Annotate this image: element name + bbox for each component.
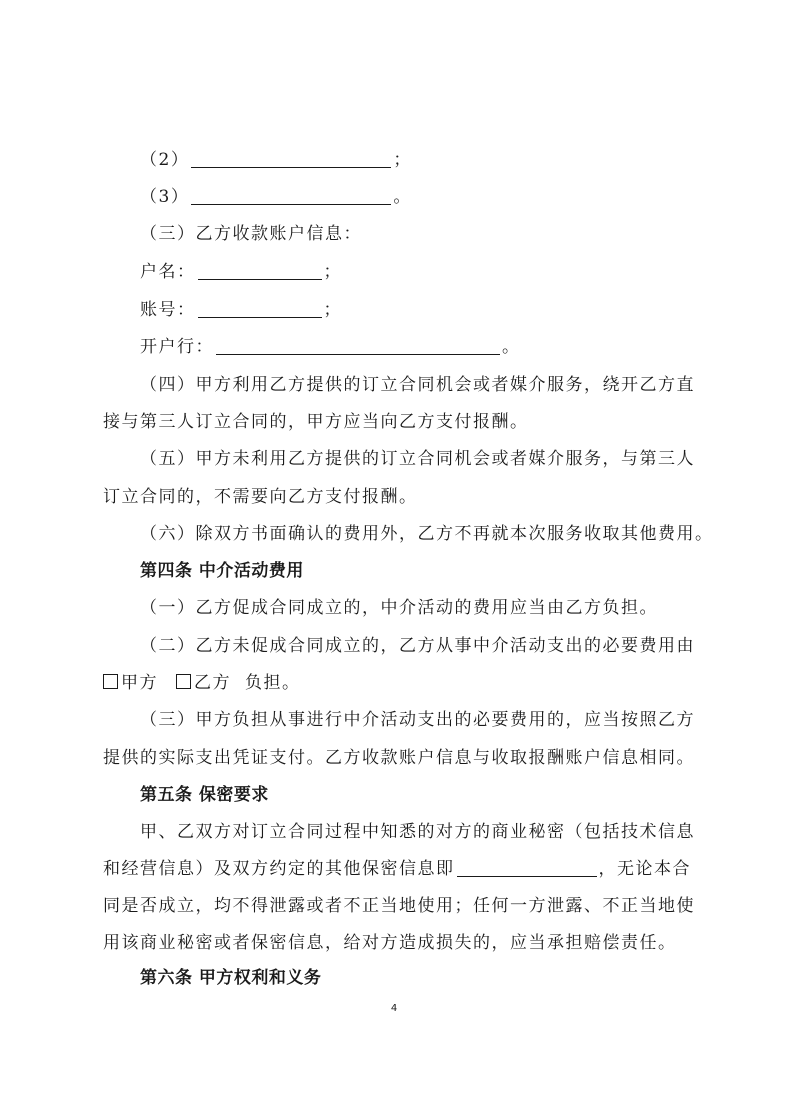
- account-name-line: 户名： ；: [140, 262, 342, 282]
- bank-blank[interactable]: [216, 336, 500, 355]
- a4-item-1: （一）乙方促成合同成立的，中介活动的费用应当由乙方负担。: [140, 598, 658, 618]
- a4-item-2-line-1: （二）乙方未促成合同成立的，乙方从事中介活动支出的必要费用由: [140, 636, 695, 656]
- bank-line: 开户行： 。: [140, 337, 521, 357]
- a4-item-2-line-2: 甲方 乙方 负担。: [103, 671, 703, 695]
- para-5-line-2: 订立合同的，不需要向乙方支付报酬。: [103, 487, 418, 507]
- item-2-line: （2） ；: [140, 150, 412, 170]
- item-2-blank[interactable]: [191, 149, 391, 168]
- para-4-line-2: 接与第三人订立合同的，甲方应当向乙方支付报酬。: [103, 412, 529, 432]
- confidential-info-blank[interactable]: [457, 858, 597, 877]
- a4-item-3-line-2: 提供的实际支出凭证支付。乙方收款账户信息与收取报酬账户信息相同。: [103, 748, 695, 768]
- item-2-label: （2）: [140, 150, 190, 170]
- para-6: （六）除双方书面确认的费用外，乙方不再就本次服务收取其他费用。: [140, 524, 714, 544]
- page-number: 4: [390, 1003, 398, 1014]
- article-4-heading: 第四条 中介活动费用: [140, 561, 304, 581]
- a5-line-4: 用该商业秘密或者保密信息，给对方造成损失的，应当承担赔偿责任。: [103, 933, 677, 953]
- a5-line-3: 同是否成立，均不得泄露或者不正当地使用；任何一方泄露、不正当地使: [103, 896, 695, 916]
- account-name-blank[interactable]: [198, 261, 322, 280]
- para-4-line-1: （四）甲方利用乙方提供的订立合同机会或者媒介服务，绕开乙方直: [140, 375, 695, 395]
- a5-line-1: 甲、乙双方对订立合同过程中知悉的对方的商业秘密（包括技术信息: [140, 822, 695, 842]
- article-6-heading: 第六条 甲方权利和义务: [140, 968, 322, 988]
- item-3-label: （3）: [140, 187, 190, 207]
- para-5-line-1: （五）甲方未利用乙方提供的订立合同机会或者媒介服务，与第三人: [140, 449, 695, 469]
- a5-line-2: 和经营信息）及双方约定的其他保密信息即 ，无论本合: [103, 859, 691, 879]
- a4-item-3-line-1: （三）甲方负担从事进行中介活动支出的必要费用的，应当按照乙方: [140, 710, 695, 730]
- item-3-blank[interactable]: [191, 186, 391, 205]
- account-info-heading: （三）乙方收款账户信息：: [140, 224, 362, 244]
- option-party-b-checkbox[interactable]: [176, 674, 191, 689]
- item-3-line: （3） 。: [140, 187, 412, 207]
- account-number-line: 账号： ；: [140, 300, 342, 320]
- account-number-blank[interactable]: [198, 299, 322, 318]
- article-5-heading: 第五条 保密要求: [140, 785, 269, 805]
- option-party-a-checkbox[interactable]: [103, 674, 118, 689]
